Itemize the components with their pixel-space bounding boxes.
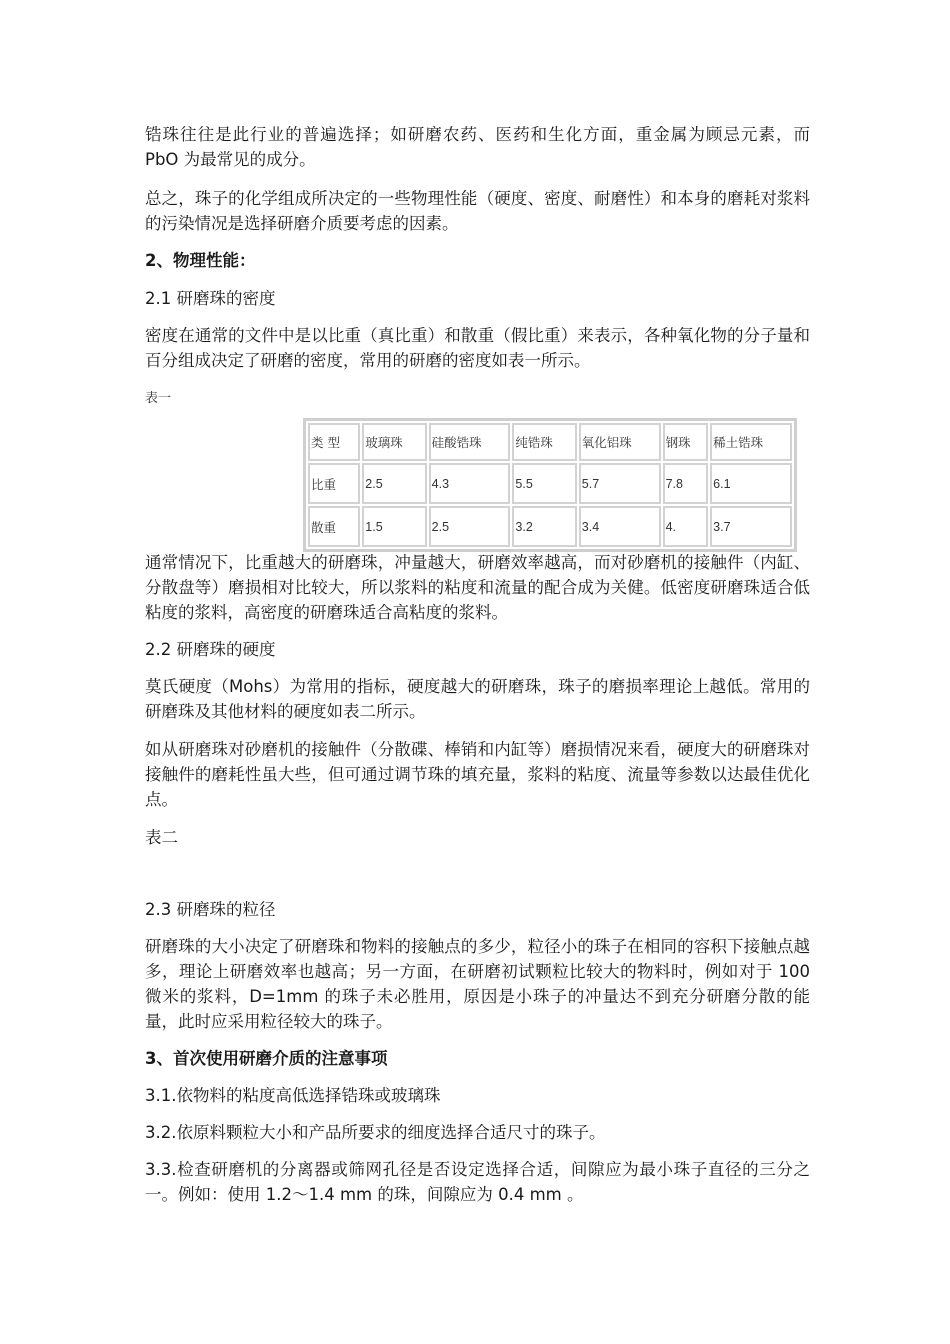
table-cell: 6.1 [710,463,792,504]
table-cell: 3.4 [579,506,661,547]
table-row [308,506,792,547]
table-header-cell: 稀土锆珠 [710,423,792,461]
paragraph: 锆珠往往是此行业的普遍选择；如研磨农药、医药和生化方面，重金属为顾忌元素，而 PbO 为最常见的成分。 [145,125,810,169]
table-cell: 2.5 [362,463,426,504]
table-cell: 散重 [308,506,360,547]
table-cell: 4. [663,506,709,547]
table-cell: 4.3 [429,463,511,504]
paragraph: 莫氏硬度（Mohs）为常用的指标，硬度越大的研磨珠，珠子的磨损率理论上越低。常用的研磨珠及其他材料的硬度如表二所示。 [145,677,810,721]
table-header-cell: 钢珠 [663,423,709,461]
table-cell: 2.5 [429,506,511,547]
paragraph: 总之，珠子的化学组成所决定的一些物理性能（硬度、密度、耐磨性）和本身的磨耗对浆料的污染情况是选择研磨介质要考虑的因素。 [145,189,810,233]
paragraph: 3.2.依原料颗粒大小和产品所要求的细度选择合适尺寸的珠子。 [145,1123,606,1142]
table-caption: 表一 [145,391,172,406]
paragraph: 通常情况下，比重越大的研磨珠，冲量越大，研磨效率越高，而对砂磨机的接触件（内缸、分散盘等）磨损相对比较大，所以浆料的粘度和流量的配合成为关健。低密度研磨珠适合低粘度的浆料，高密度的研磨珠适合高粘度的浆料。 [145,553,810,622]
table-header-row [308,423,792,461]
table-header-cell: 氧化铝珠 [579,423,661,461]
table-header-cell: 纯锆珠 [512,423,576,461]
table-cell: 5.5 [512,463,576,504]
paragraph: 如从研磨珠对砂磨机的接触件（分散碟、棒销和内缸等）磨损情况来看，硬度大的研磨珠对接触件的磨耗性虽大些，但可通过调节珠的填充量，浆料的粘度、流量等参数以达最佳优化点。 [145,740,810,809]
paragraph: 3.3.检查研磨机的分离器或筛网孔径是否设定选择合适，间隙应为最小珠子直径的三分之一。例如：使用 1.2～1.4 mm 的珠，间隙应为 0.4 mm 。 [145,1160,810,1204]
table-cell: 3.2 [512,506,576,547]
table-cell: 5.7 [579,463,661,504]
table-cell: 3.7 [710,506,792,547]
table-row [308,463,792,504]
paragraph: 研磨珠的大小决定了研磨珠和物料的接触点的多少，粒径小的珠子在相同的容积下接触点越多，理论上研磨效率也越高；另一方面，在研磨初试颗粒比较大的物料时，例如对于 100 微米的浆料，D=1mm 的珠子未必胜用，原因是小珠子的冲量达不到充分研磨分散的能量，此时应采用粒径较大的珠子。 [145,937,810,1031]
table-header-cell: 类 型 [308,423,360,461]
paragraph: 密度在通常的文件中是以比重（真比重）和散重（假比重）来表示，各种氧化物的分子量和百分组成决定了研磨的密度，常用的研磨的密度如表一所示。 [145,326,810,370]
table-header-cell: 玻璃珠 [362,423,426,461]
table-cell: 7.8 [663,463,709,504]
section-heading: 3、首次使用研磨介质的注意事项 [145,1049,388,1068]
subsection-heading: 2.2 研磨珠的硬度 [145,640,276,659]
section-heading: 2、物理性能： [145,251,256,270]
table-caption: 表二 [145,828,178,847]
subsection-heading: 2.3 研磨珠的粒径 [145,900,276,919]
table-cell: 1.5 [362,506,426,547]
subsection-heading: 2.1 研磨珠的密度 [145,289,276,308]
table-cell: 比重 [308,463,360,504]
table-header-cell: 硅酸锆珠 [429,423,511,461]
density-table [303,418,797,552]
paragraph: 3.1.依物料的粘度高低选择锆珠或玻璃珠 [145,1086,441,1105]
